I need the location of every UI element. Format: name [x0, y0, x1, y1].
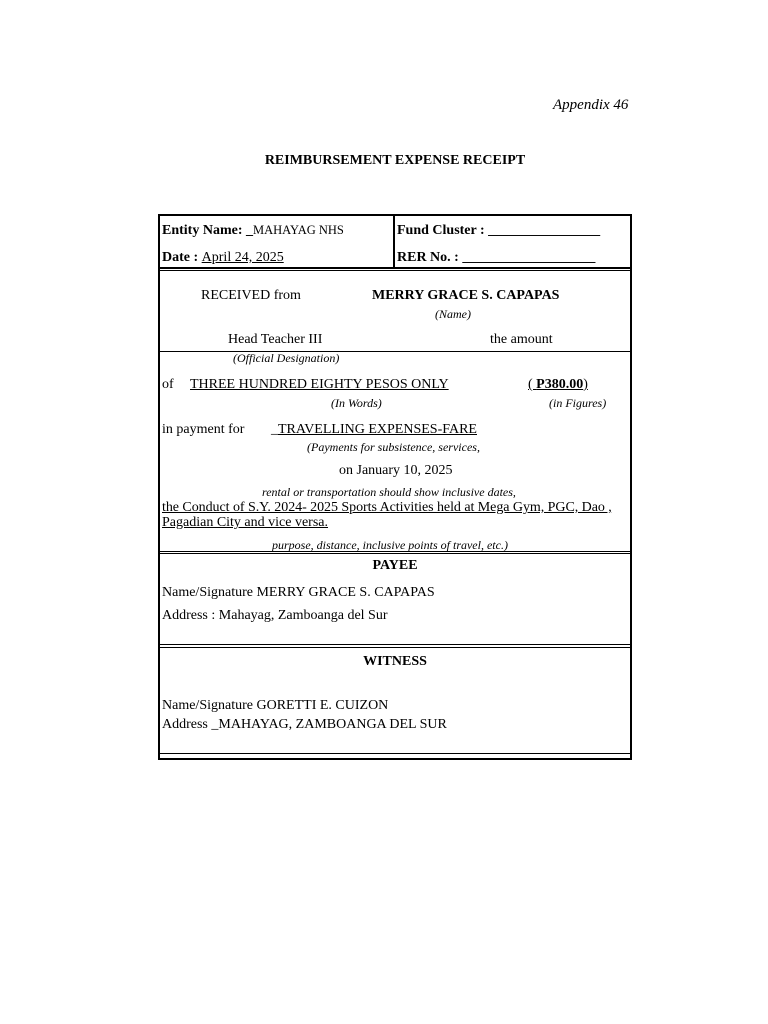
designation-caption: (Official Designation) [233, 351, 340, 365]
header-divider-vertical [393, 214, 395, 269]
official-designation: Head Teacher III [228, 332, 323, 347]
witness-address [162, 717, 447, 733]
fund-cluster-field: Fund Cluster : ________________ [397, 223, 601, 238]
the-amount-label: the amount [490, 332, 553, 347]
rer-no-field: RER No. : ___________________ [397, 250, 596, 265]
purpose-divider-2 [158, 553, 632, 554]
witness-name-signature [162, 698, 388, 714]
purpose-line-1: the Conduct of S.Y. 2024- 2025 Sports Activities held at Mega Gym, PGC, Dao , [162, 500, 612, 515]
amount-in-words: THREE HUNDRED EIGHTY PESOS ONLY [190, 377, 449, 392]
witness-heading: WITNESS [363, 654, 427, 669]
header-divider-bottom [158, 267, 632, 269]
purpose-line-2: Pagadian City and vice versa. [162, 515, 329, 530]
payee-address-value: Mahayag, Zamboanga del Sur [218, 608, 388, 623]
rental-caption: rental or transportation should show inclusive dates, [262, 485, 516, 499]
payee-name: MERRY GRACE S. CAPAPAS [372, 288, 560, 303]
designation-divider [158, 351, 632, 352]
date-label: Date : [162, 250, 202, 265]
payment-caption: (Payments for subsistence, services, [307, 440, 480, 454]
payee-address-label: Address : [162, 608, 219, 623]
purpose-caption: purpose, distance, inclusive points of travel, etc.) [272, 538, 508, 552]
amount-close-paren: ) [583, 377, 588, 392]
payment-for-value [271, 422, 477, 438]
payee-address [162, 608, 388, 624]
in-figures-caption: (in Figures) [549, 396, 607, 410]
received-from-label: RECEIVED from [201, 288, 301, 303]
date-value: April 24, 2025 [201, 250, 284, 265]
payee-heading: PAYEE [372, 558, 418, 573]
witness-address-value: MAHAYAG, ZAMBOANGA DEL SUR [218, 717, 447, 732]
purpose-divider [158, 551, 632, 552]
payment-prefix: _ [271, 422, 278, 437]
document-title: REIMBURSEMENT EXPENSE RECEIPT [264, 153, 526, 168]
payee-name-label: Name/Signature [162, 585, 257, 600]
entity-name-field [162, 223, 344, 239]
payee-name-signature [162, 585, 435, 601]
in-words-caption: (In Words) [331, 396, 382, 410]
witness-divider [158, 753, 632, 754]
entity-name-label: Entity Name: _ [162, 223, 253, 238]
header-divider-bottom-2 [158, 270, 632, 271]
payee-divider-2 [158, 647, 632, 648]
appendix-label: Appendix 46 [553, 97, 629, 113]
witness-name-value: GORETTI E. CUIZON [256, 698, 389, 713]
amount-in-figures [528, 377, 588, 393]
date-field [162, 250, 284, 266]
payment-value: TRAVELLING EXPENSES-FARE [278, 422, 477, 437]
of-label: of [162, 377, 174, 392]
payee-name-value: MERRY GRACE S. CAPAPAS [256, 585, 435, 600]
witness-name-label: Name/Signature [162, 698, 257, 713]
payment-for-label: in payment for [162, 422, 245, 437]
witness-address-label: Address _ [162, 717, 219, 732]
entity-name-value: MAHAYAG NHS [253, 223, 344, 237]
name-caption: (Name) [435, 307, 471, 321]
amount-open-paren: ( [528, 377, 537, 392]
amount-figures-value: P380.00 [536, 377, 584, 392]
payee-divider [158, 644, 632, 645]
payment-date: on January 10, 2025 [339, 463, 453, 478]
